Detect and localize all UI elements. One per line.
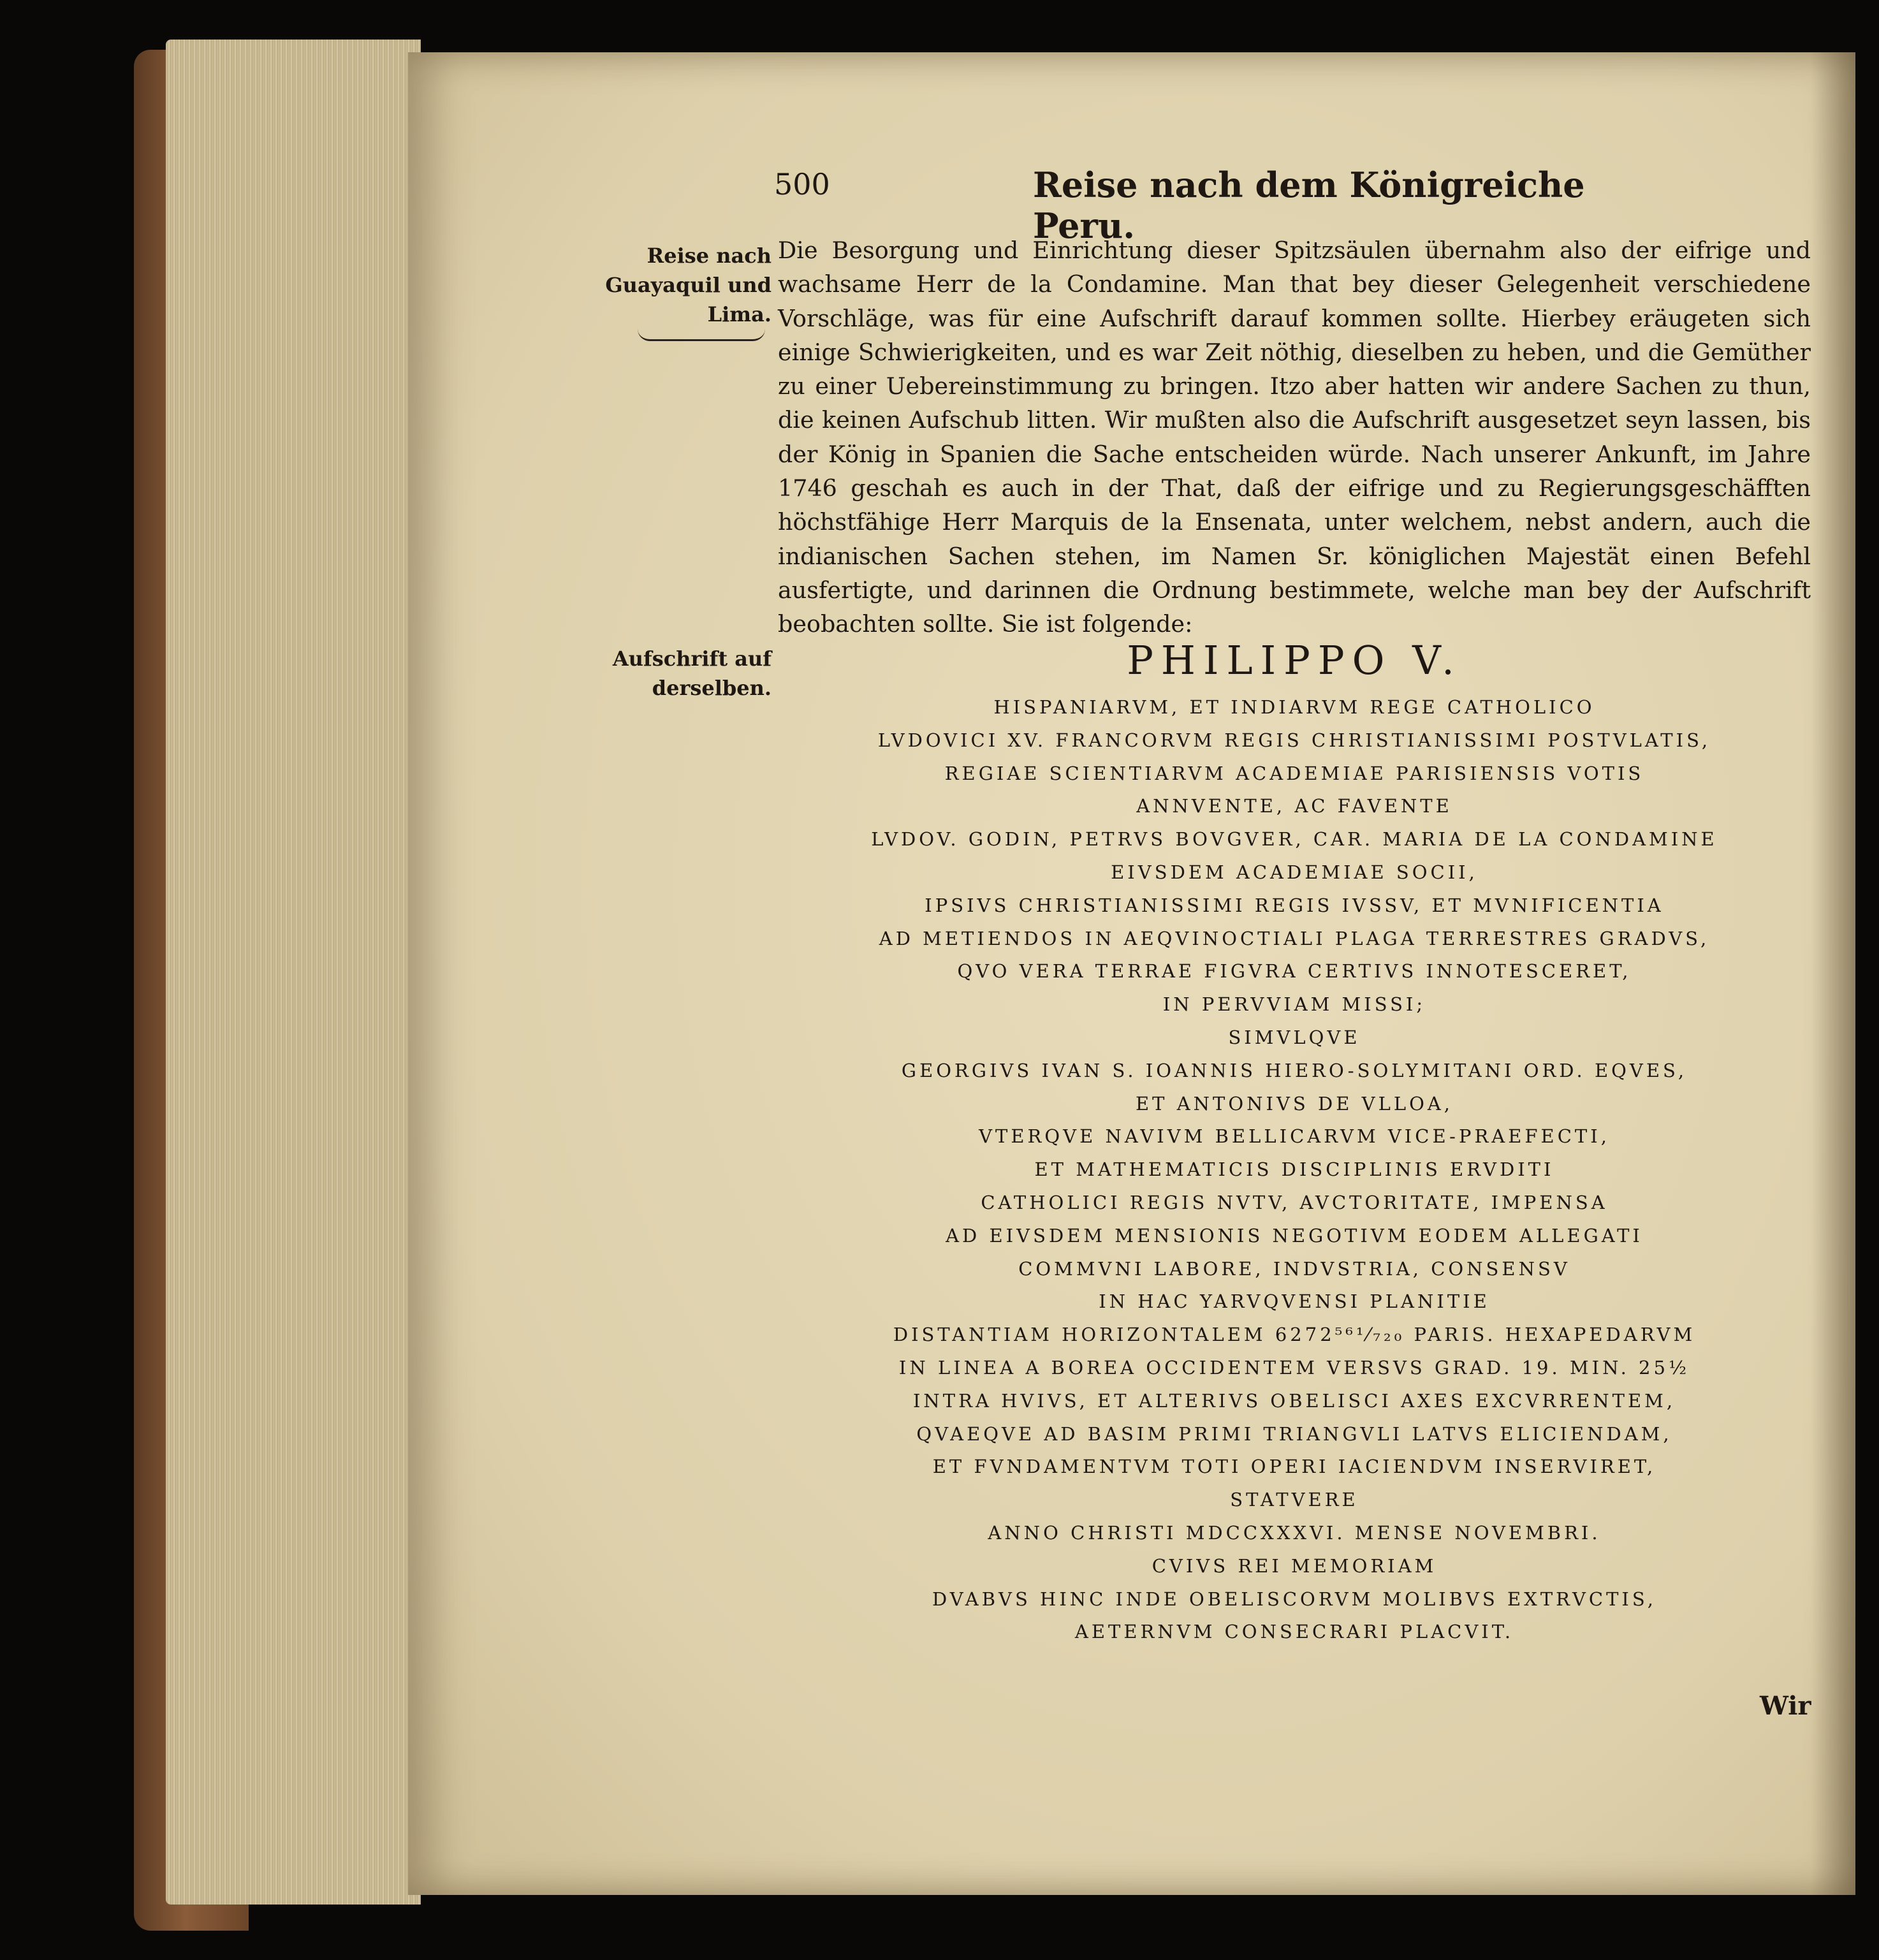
inscription-line: ET MATHEMATICIS DISCIPLINIS ERVDITI — [1034, 1159, 1554, 1181]
inscription-line: LVDOV. GODIN, PETRVS BOVGVER, CAR. MARIA DE LA CONDAMINE — [871, 828, 1718, 851]
inscription-line: HISPANIARVM, ET INDIARVM REGE CATHOLICO — [993, 696, 1595, 718]
inscription-title: PHILIPPO V. — [1127, 637, 1462, 684]
running-title: Reise nach dem Königreiche Peru. — [1033, 165, 1585, 246]
inscription-line: CATHOLICI REGIS NVTV, AVCTORITATE, IMPENSA — [981, 1191, 1608, 1213]
body-paragraph: Die Besorgung und Einrichtung dieser Spitzsäulen übernahm also der eifrige und wachsame Herr de la Condamine. Man that bey dieser Gelegenheit verschiedene Vorschläge, was für eine Aufschrift darauf kommen sollte. Hierbey eräugeten sich einige Schwierigkeiten, und es war Zeit nöthig, dieselben zu heben, und die Gemüther zu einer Uebereinstimmung zu bringen. Itzo aber hatten wir andere Sachen zu thun, die keinen Aufschub litten. Wir mußten also die Aufschrift ausgesetzet seyn lassen, bis der König in Spanien die Sache entscheiden würde. Nach unserer Ankunft, im Jahre 1746 geschah es auch in der That, daß der eifrige und zu Regierungsgeschäfften höchstfähige Herr Marquis de la Ensenata, unter welchem, nebst andern, auch die indianischen Sachen stehen, im Namen Sr. königlichen Majestät einen Befehl ausfertigte, und darinnen die Ordnung bestimmete, welche man bey der Aufschrift beobachten sollte. Sie ist folgende: — [778, 237, 1811, 638]
catchword: Wir — [1760, 1691, 1811, 1721]
page-number: 500 — [774, 167, 830, 201]
page-gutter — [1811, 52, 1855, 1895]
inscription-line: GEORGIVS IVAN S. IOANNIS HIERO-SOLYMITANI ORD. EQVES, — [901, 1059, 1688, 1081]
inscription-line: INTRA HVIVS, ET ALTERIVS OBELISCI AXES EXCVRRENTEM, — [912, 1389, 1676, 1412]
margin-note-travel: Reise nach Guayaquil und Lima. — [605, 244, 771, 326]
inscription-line: AD METIENDOS IN AEQVINOCTIALI PLAGA TERRESTRES GRADVS, — [879, 927, 1710, 949]
inscription-line: AD EIVSDEM MENSIONIS NEGOTIVM EODEM ALLEGATI — [946, 1224, 1643, 1247]
inscription-line: ANNVENTE, AC FAVENTE — [1136, 795, 1452, 817]
inscription-line: IN HAC YARVQVENSI PLANITIE — [1099, 1291, 1490, 1313]
inscription-line: IN PERVVIAM MISSI; — [1162, 993, 1426, 1016]
inscription-line: AETERNVM CONSECRARI PLACVIT. — [1074, 1621, 1514, 1643]
inscription-line: DISTANTIAM HORIZONTALEM 6272⁵⁶¹⁄₇₂₀ PARIS. HEXAPEDARVM — [893, 1324, 1696, 1346]
inscription-block — [778, 630, 1811, 1649]
margin-note-inscription: Aufschrift auf derselben. — [612, 647, 771, 700]
inscription-line: ET FVNDAMENTVM TOTI OPERI IACIENDVM INSERVIRET, — [932, 1456, 1656, 1478]
page-edges — [166, 40, 421, 1905]
inscription-line: VTERQVE NAVIVM BELLICARVM VICE-PRAEFECTI, — [979, 1125, 1610, 1148]
inscription-line: QVO VERA TERRAE FIGVRA CERTIVS INNOTESCERET, — [957, 960, 1632, 983]
inscription-line: CVIVS REI MEMORIAM — [1152, 1554, 1437, 1577]
inscription-line: EIVSDEM ACADEMIAE SOCII, — [1111, 861, 1478, 883]
inscription-line: LVDOVICI XV. FRANCORVM REGIS CHRISTIANISSIMI POSTVLATIS, — [877, 729, 1711, 751]
inscription-line: ET ANTONIVS DE VLLOA, — [1135, 1092, 1454, 1115]
inscription-line: REGIAE SCIENTIARVM ACADEMIAE PARISIENSIS VOTIS — [944, 762, 1644, 784]
inscription-line: ANNO CHRISTI MDCCXXXVI. MENSE NOVEMBRI. — [988, 1521, 1601, 1544]
inscription-line: DVABVS HINC INDE OBELISCORVM MOLIBVS EXTRVCTIS, — [932, 1588, 1656, 1610]
inscription-line: STATVERE — [1230, 1489, 1359, 1511]
inscription-line: IN LINEA A BOREA OCCIDENTEM VERSVS GRAD. 19. MIN. 25½ — [898, 1356, 1690, 1379]
inscription-line: IPSIVS CHRISTIANISSIMI REGIS IVSSV, ET MVNIFICENTIA — [925, 894, 1664, 916]
inscription-line: QVAEQVE AD BASIM PRIMI TRIANGVLI LATVS ELICIENDAM, — [916, 1422, 1672, 1445]
inscription-line: COMMVNI LABORE, INDVSTRIA, CONSENSV — [1018, 1257, 1570, 1280]
margin-bracket — [638, 329, 765, 341]
inscription-line: SIMVLQVE — [1228, 1026, 1361, 1048]
